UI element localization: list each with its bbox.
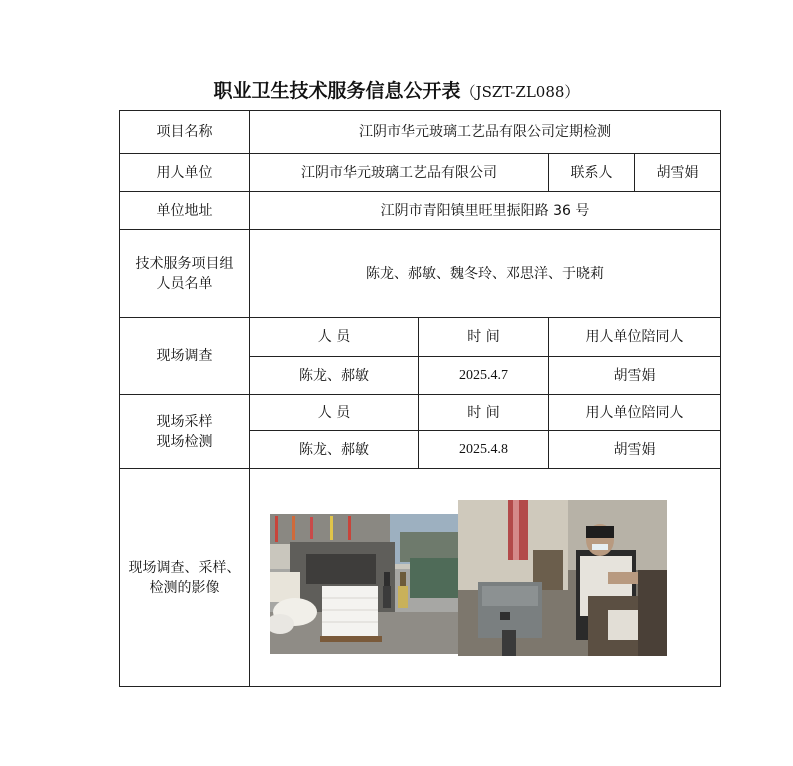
sampling-header-people: 人 员	[250, 395, 419, 431]
row-employer	[120, 154, 721, 192]
sampling-label	[120, 395, 250, 469]
survey-escort: 胡雪娟	[549, 357, 721, 395]
project-value: 江阴市华元玻璃工艺品有限公司定期检测	[250, 111, 721, 154]
row-team	[120, 230, 721, 318]
project-label: 项目名称	[120, 111, 250, 154]
survey-label: 现场调查	[120, 318, 250, 395]
sampling-header-escort: 用人单位陪同人	[549, 395, 721, 431]
page-title	[0, 76, 793, 103]
sampling-label-line2: 现场检测	[156, 433, 213, 450]
row-images	[120, 469, 721, 687]
sampling-label-line1: 现场采样	[156, 413, 213, 430]
site-survey-photo	[270, 514, 458, 654]
sampling-people: 陈龙、郝敏	[250, 431, 419, 469]
sampling-escort: 胡雪娟	[549, 431, 721, 469]
row-sampling-header	[120, 395, 721, 431]
images-label	[120, 469, 250, 687]
row-address	[120, 192, 721, 230]
team-label-line1: 技术服务项目组	[135, 255, 234, 272]
sampling-header-time: 时 间	[419, 395, 549, 431]
survey-date: 2025.4.7	[419, 357, 549, 395]
employer-label: 用人单位	[120, 154, 250, 192]
row-survey-header	[120, 318, 721, 357]
survey-header-time: 时 间	[419, 318, 549, 357]
row-project	[120, 111, 721, 154]
images-cell	[250, 469, 721, 687]
survey-people: 陈龙、郝敏	[250, 357, 419, 395]
contact-label: 联系人	[549, 154, 635, 192]
team-label	[120, 230, 250, 318]
photo-strip	[250, 500, 720, 656]
site-sampling-photo	[458, 500, 667, 656]
employer-value: 江阴市华元玻璃工艺品有限公司	[250, 154, 549, 192]
sampling-date: 2025.4.8	[419, 431, 549, 469]
address-value: 江阴市青阳镇里旺里振阳路 36 号	[250, 192, 721, 230]
team-value: 陈龙、郝敏、魏冬玲、邓思洋、于晓莉	[250, 230, 721, 318]
title-main: 职业卫生技术服务信息公开表	[213, 80, 461, 102]
images-label-line2: 检测的影像	[149, 579, 220, 596]
info-table	[119, 110, 721, 687]
survey-header-people: 人 员	[250, 318, 419, 357]
team-label-line2: 人员名单	[156, 275, 213, 292]
images-label-line1: 现场调查、采样、	[128, 559, 241, 576]
address-label: 单位地址	[120, 192, 250, 230]
contact-value: 胡雪娟	[635, 154, 721, 192]
title-code: （JSZT-ZL088）	[460, 83, 580, 101]
survey-header-escort: 用人单位陪同人	[549, 318, 721, 357]
